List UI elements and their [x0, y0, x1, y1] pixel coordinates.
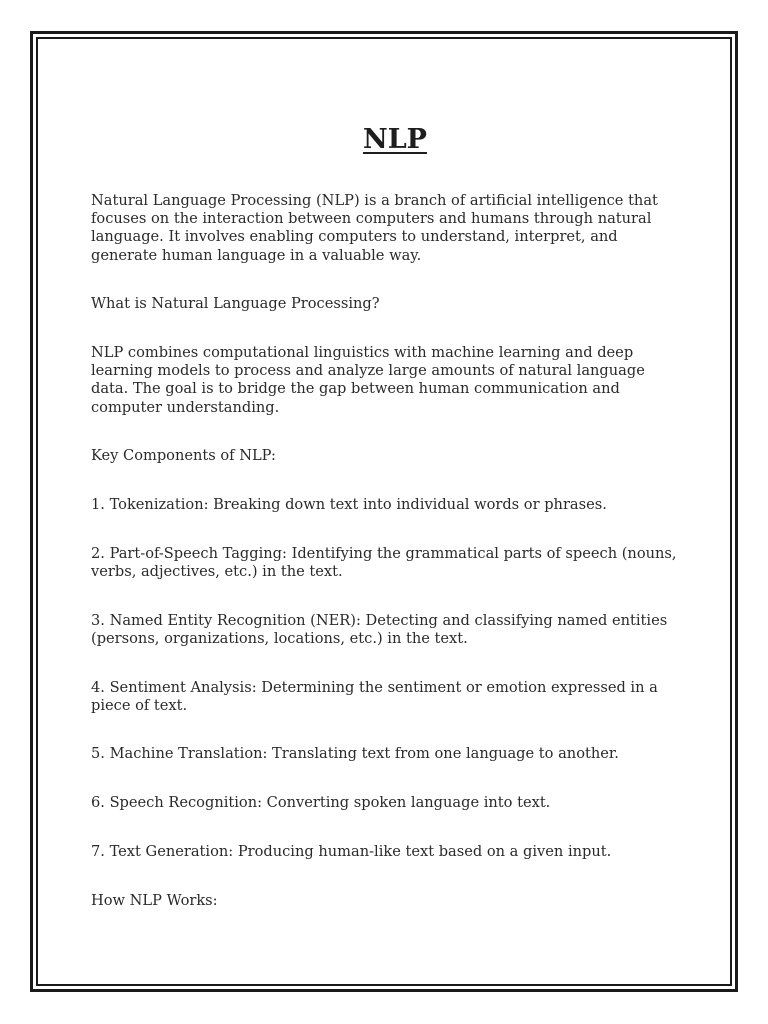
document-body: [91, 118, 681, 940]
component-text-generation: 7. Text Generation: Producing human-like text based on a given input.: [91, 842, 612, 860]
section-heading-key-components: Key Components of NLP:: [91, 447, 276, 465]
component-pos-tagging: 2. Part-of-Speech Tagging: Identifying the grammatical parts of speech (nouns, verbs, adjectives, etc.) in the text.: [91, 544, 677, 580]
component-speech-recognition: 6. Speech Recognition: Converting spoken language into text.: [91, 794, 551, 812]
document-title: NLP: [363, 124, 427, 155]
component-sentiment-analysis: 4. Sentiment Analysis: Determining the sentiment or emotion expressed in a piece of text.: [91, 678, 658, 714]
section-heading-how-nlp-works: How NLP Works:: [91, 891, 218, 909]
component-machine-translation: 5. Machine Translation: Translating text from one language to another.: [91, 745, 619, 763]
section-heading-what-is-nlp: What is Natural Language Processing?: [91, 295, 380, 313]
component-ner: 3. Named Entity Recognition (NER): Detecting and classifying named entities (persons, organizations, locations, etc.) in the text.: [91, 611, 668, 647]
component-tokenization: 1. Tokenization: Breaking down text into individual words or phrases.: [91, 496, 607, 514]
intro-paragraph: Natural Language Processing (NLP) is a branch of artificial intelligence that focuses on the interaction between computers and humans through natural language. It involves enabling computers to understand, interpret, and generate human language in a valuable way.: [91, 192, 658, 264]
nlp-definition-paragraph: NLP combines computational linguistics with machine learning and deep learning models to process and analyze large amounts of natural language data. The goal is to bridge the gap between human communication and computer understanding.: [91, 344, 645, 416]
